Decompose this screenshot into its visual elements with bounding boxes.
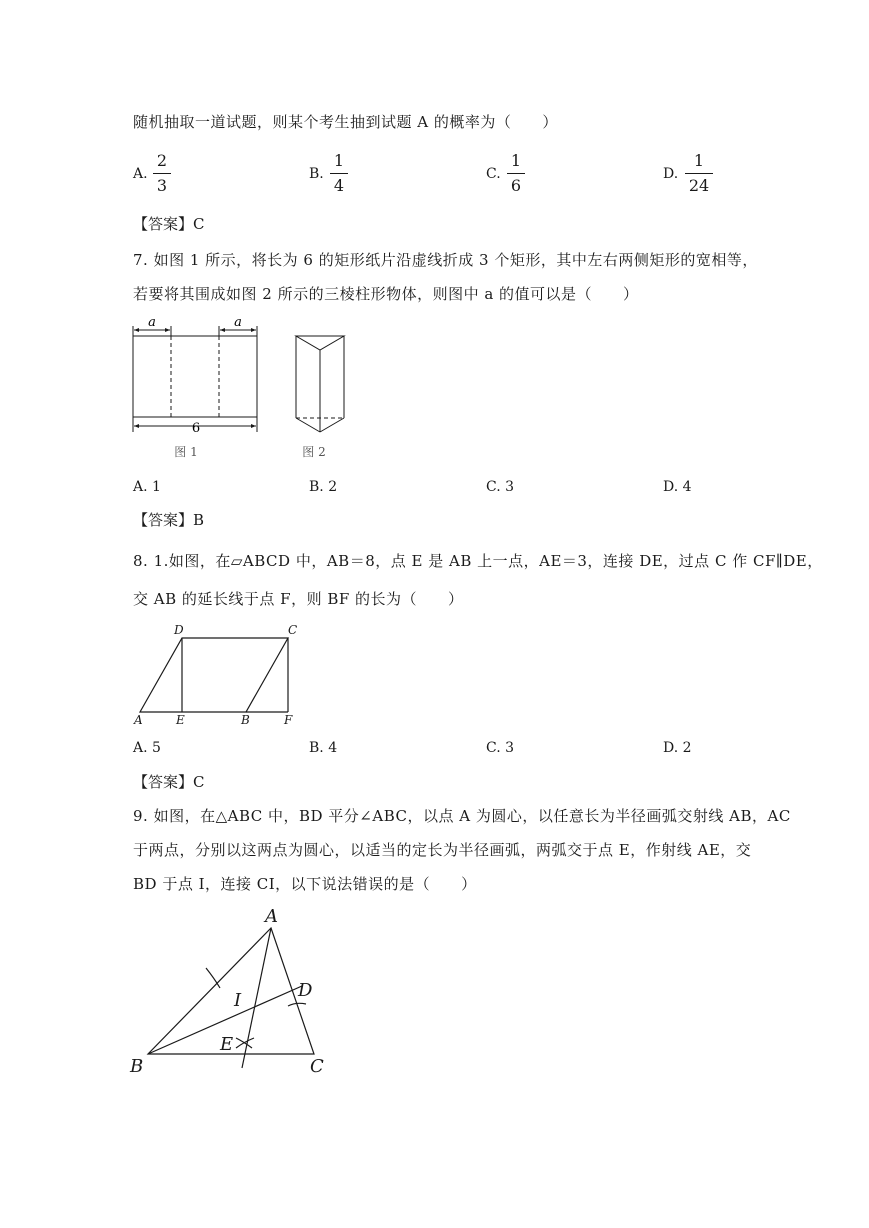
label-c: C: [288, 623, 298, 637]
dim-a-right-text: a: [234, 315, 242, 330]
q7-stem-line-1: 7. 如图 1 所示，将长为 6 的矩形纸片沿虚线折成 3 个矩形，其中左右两侧矩形的宽相等，: [133, 251, 758, 269]
fraction-bar: [507, 173, 525, 174]
q6-option-b-label: B.: [309, 166, 324, 182]
label-e: E: [176, 713, 185, 727]
q7-figure-1: [126, 316, 266, 460]
q9-stem-line-3: BD 于点 I，连接 CI，以下说法错误的是（ ）: [133, 875, 477, 893]
q7-option-d: D. 4: [663, 479, 692, 495]
label-d: D: [298, 980, 313, 1001]
arc-mark-ab: [206, 968, 220, 988]
fraction-numerator: 1: [510, 151, 522, 170]
fraction-denominator: 4: [333, 176, 345, 195]
q7-option-a: A. 1: [133, 479, 161, 495]
prism-top-face: [296, 336, 344, 350]
q7-figure-2: [290, 332, 360, 460]
q6-option-c-label: C.: [486, 166, 501, 182]
fraction-numerator: 2: [156, 151, 168, 170]
label-i: I: [234, 990, 242, 1011]
fig1-caption: 图 1: [174, 445, 198, 459]
fraction-denominator: 3: [156, 176, 168, 195]
q6-option-d-label: D.: [663, 166, 679, 182]
paper-rectangle: [133, 336, 257, 417]
q8-figure-parallelogram: [130, 620, 310, 728]
q8-option-a: A. 5: [133, 740, 161, 756]
label-c: C: [310, 1056, 324, 1077]
q6-stem-tail: 随机抽取一道试题，则某个考生抽到试题 A 的概率为（ ）: [133, 113, 558, 131]
fraction-denominator: 24: [688, 176, 710, 195]
dim-a-left-text: a: [148, 315, 156, 330]
q8-answer: 【答案】C: [133, 773, 205, 791]
q7-answer: 【答案】B: [133, 511, 205, 529]
fraction-numerator: 1: [333, 151, 345, 170]
fig2-caption: 图 2: [302, 445, 326, 459]
q8-option-d: D. 2: [663, 740, 692, 756]
fraction-denominator: 6: [510, 176, 522, 195]
fraction-bar: [685, 173, 713, 174]
q8-stem-line-2: 交 AB 的延长线于点 F，则 BF 的长为（ ）: [133, 590, 464, 608]
label-b: B: [130, 1056, 144, 1077]
q7-option-b: B. 2: [309, 479, 338, 495]
parallelogram-abcd: [140, 638, 288, 712]
label-f: F: [284, 713, 293, 727]
label-a: A: [134, 713, 143, 727]
q6-option-b-fraction: [330, 150, 348, 197]
label-e: E: [220, 1034, 234, 1055]
ray-ae: [242, 928, 271, 1068]
q8-option-c: C. 3: [486, 740, 515, 756]
q6-option-a-fraction: [153, 150, 171, 197]
q7-option-c: C. 3: [486, 479, 515, 495]
q6-option-c-fraction: [507, 150, 525, 197]
q6-option-d-fraction: [685, 150, 713, 197]
label-b: B: [241, 713, 250, 727]
fraction-bar: [330, 173, 348, 174]
q9-stem-line-1: 9. 如图，在△ABC 中，BD 平分∠ABC，以点 A 为圆心，以任意长为半径画弧交射线 AB，AC: [133, 807, 791, 825]
fraction-bar: [153, 173, 171, 174]
q6-answer: 【答案】C: [133, 215, 205, 233]
q6-option-a-label: A.: [133, 166, 148, 182]
q7-stem-line-2: 若要将其围成如图 2 所示的三棱柱形物体，则图中 a 的值可以是（ ）: [133, 285, 639, 303]
q8-stem-line-1: 8. 1.如图，在▱ABCD 中，AB＝8，点 E 是 AB 上一点，AE＝3，连接 DE，过点 C 作 CF∥DE，: [133, 552, 823, 570]
q9-stem-line-2: 于两点，分别以这两点为圆心，以适当的定长为半径画弧，两弧交于点 E，作射线 AE，交: [133, 841, 752, 859]
q9-figure-triangle: [126, 900, 346, 1080]
q8-option-b: B. 4: [309, 740, 338, 756]
label-d: D: [174, 623, 184, 637]
dim-length-text: 6: [191, 421, 201, 436]
fraction-numerator: 1: [693, 151, 705, 170]
label-a: A: [265, 906, 278, 927]
